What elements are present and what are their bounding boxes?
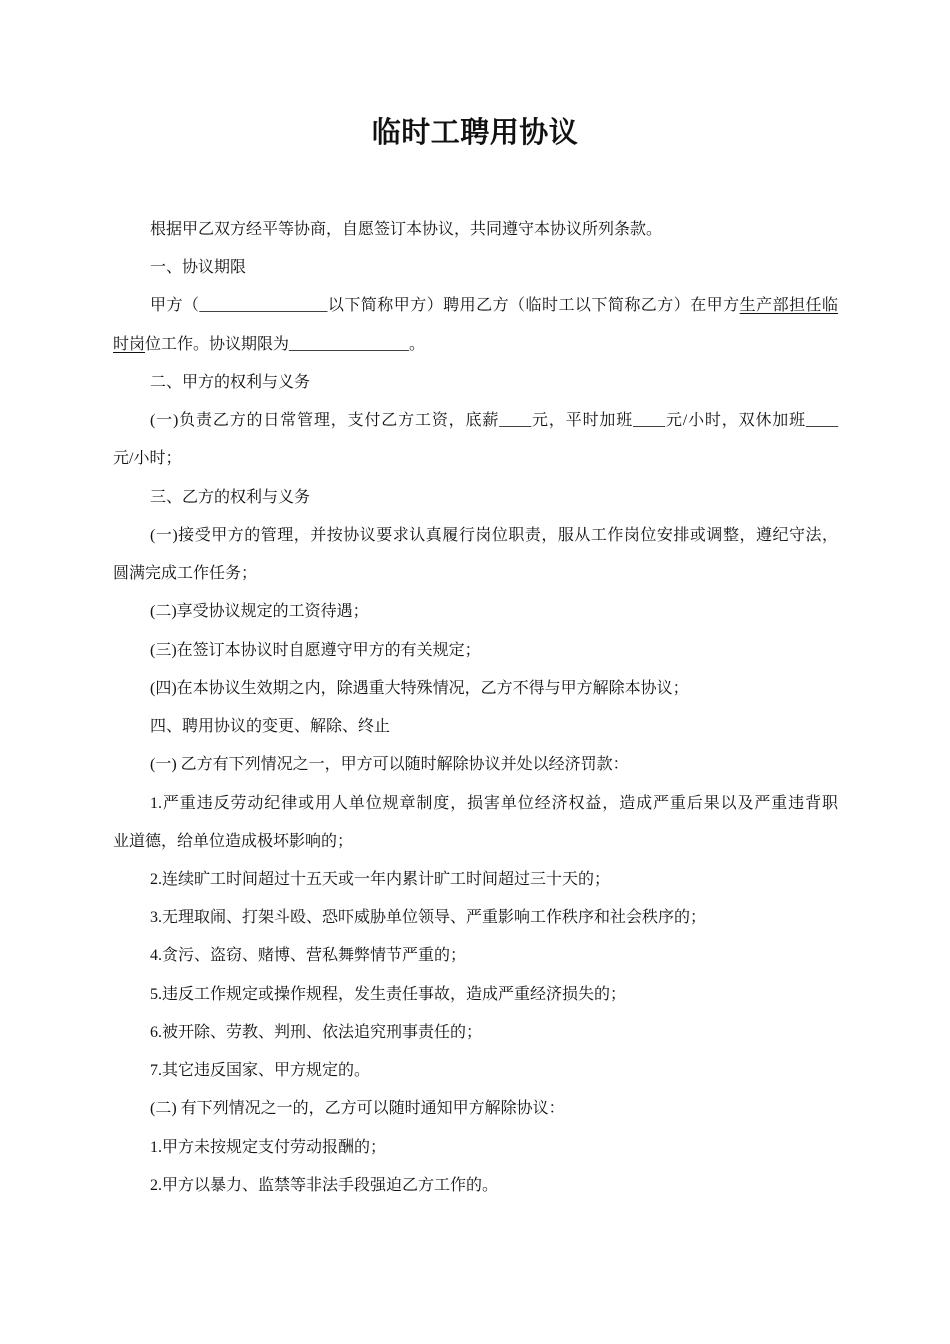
section-3-item-1-line-1: (一)接受甲方的管理，并按协议要求认真履行岗位职责，服从工作岗位安排或调整，遵纪守法， [150, 526, 838, 544]
section-1-heading: 一、协议期限 [150, 259, 247, 277]
section-4-sub-2-item-2: 2.甲方以暴力、监禁等非法手段强迫乙方工作的。 [150, 1176, 499, 1194]
section-3-item-2: (二)享受协议规定的工资待遇； [150, 603, 369, 621]
term-clause-line-1 [150, 287, 838, 325]
term-clause-text: 以下简称甲方）聘用乙方（临时工以下简称乙方）在甲方 [327, 297, 740, 315]
section-4-sub-2-heading: (二) 有下列情况之一的，乙方可以随时通知甲方解除协议： [150, 1100, 565, 1118]
section-4-sub-1-item-1-line-2: 业道德，给单位造成极坏影响的； [113, 832, 354, 850]
party-a-blank: ________________ [199, 297, 328, 315]
position-underlined: 生产部担任临 [739, 297, 838, 315]
section-3-item-3: (三)在签订本协议时自愿遵守甲方的有关规定； [150, 641, 481, 659]
term-clause-text: 。 [409, 335, 426, 353]
section-2-item-1-line-1: (一)负责乙方的日常管理，支付乙方工资，底薪____元，平时加班____元/小时，双休加班____ [150, 412, 838, 430]
section-4-sub-1-item-5: 5.违反工作规定或操作规程，发生责任事故，造成严重经济损失的； [150, 985, 627, 1003]
section-3-item-4: (四)在本协议生效期之内，除遇重大特殊情况，乙方不得与甲方解除本协议； [150, 679, 689, 697]
term-clause-text: 甲方（ [150, 297, 200, 315]
section-4-heading: 四、聘用协议的变更、解除、终止 [150, 718, 391, 736]
section-4-sub-1-item-4: 4.贪污、盗窃、赌博、营私舞弊情节严重的； [150, 947, 467, 965]
term-clause-line-2 [113, 326, 838, 364]
position-underlined: 时岗 [113, 335, 146, 353]
section-4-sub-2-item-1: 1.甲方未按规定支付劳动报酬的； [150, 1138, 387, 1156]
section-4-sub-1-item-7: 7.其它违反国家、甲方规定的。 [150, 1062, 371, 1080]
section-4-sub-1-heading: (一) 乙方有下列情况之一，甲方可以随时解除协议并处以经济罚款： [150, 756, 629, 774]
section-3-item-1-line-2: 圆满完成工作任务； [113, 565, 258, 583]
agreement-body [113, 211, 838, 1205]
section-4-sub-1-item-1-line-1: 1.严重违反劳动纪律或用人单位规章制度，损害单位经济权益，造成严重后果以及严重违背职 [150, 794, 838, 812]
term-clause-text: 位工作。协议期限为 [145, 335, 290, 353]
section-3-heading: 三、乙方的权利与义务 [150, 488, 311, 506]
intro-paragraph: 根据甲乙双方经平等协商，自愿签订本协议，共同遵守本协议所列条款。 [150, 221, 663, 238]
section-4-sub-1-item-3: 3.无理取闹、打架斗殴、恐吓威胁单位领导、严重影响工作秩序和社会秩序的； [150, 909, 707, 927]
section-2-item-1-line-2: 元/小时； [113, 450, 182, 468]
document-title: 临时工聘用协议 [371, 117, 579, 149]
section-4-sub-1-item-2: 2.连续旷工时间超过十五天或一年内累计旷工时间超过三十天的； [150, 870, 611, 888]
term-blank: _______________ [289, 335, 410, 353]
section-4-sub-1-item-6: 6.被开除、劳教、判刑、依法追究刑事责任的； [150, 1023, 483, 1041]
section-2-heading: 二、甲方的权利与义务 [150, 373, 311, 391]
